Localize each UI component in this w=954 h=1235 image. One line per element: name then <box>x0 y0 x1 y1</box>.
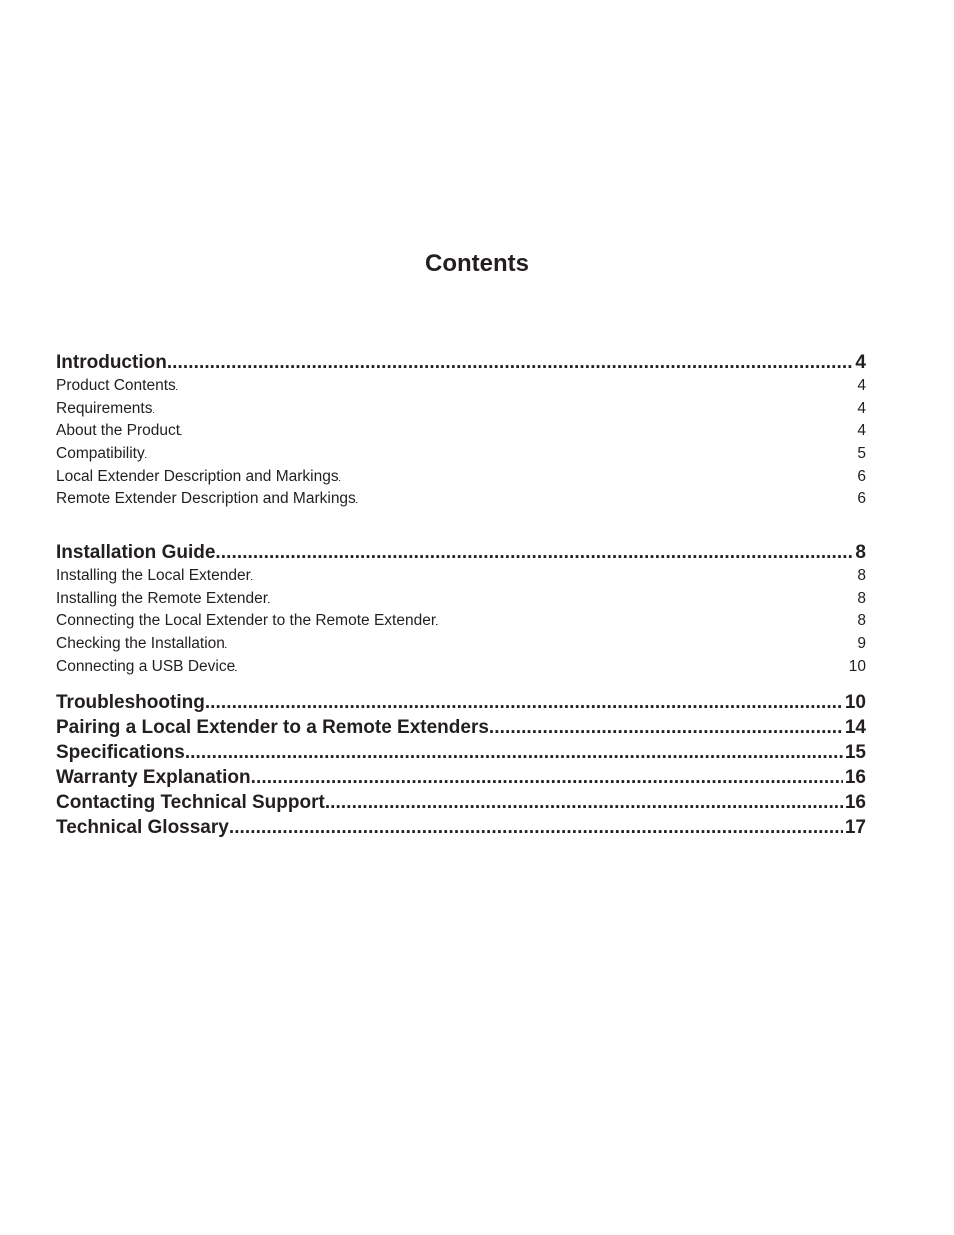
toc-entry-label: Contacting Technical Support <box>56 792 325 813</box>
toc-entry-label: Pairing a Local Extender to a Remote Extenders <box>56 717 489 738</box>
toc-subentry-label: Remote Extender Description and Markings <box>56 490 356 508</box>
dot-leader <box>268 588 855 611</box>
toc-subentry-installing-local-extender[interactable] <box>56 565 866 588</box>
toc-subentry-label: Compatibility <box>56 445 145 463</box>
toc-entry-technical-glossary[interactable] <box>56 815 866 840</box>
toc-subentry-about-the-product[interactable] <box>56 420 866 443</box>
dot-leader <box>205 690 843 715</box>
toc-page-number: 4 <box>857 422 866 440</box>
toc-subentry-label: Connecting the Local Extender to the Remote Extender <box>56 612 436 630</box>
toc-subentry-remote-extender-description[interactable] <box>56 488 866 511</box>
toc-entry-label: Installation Guide <box>56 542 216 563</box>
toc-page-number: 16 <box>844 767 866 788</box>
dot-leader <box>235 656 847 679</box>
dot-leader <box>225 633 855 656</box>
toc-entry-label: Technical Glossary <box>56 817 229 838</box>
page-title: Contents <box>425 250 529 277</box>
toc-page-number: 4 <box>855 352 866 373</box>
toc-subentry-label: Requirements <box>56 399 153 417</box>
toc-entry-installation-guide[interactable] <box>56 540 866 565</box>
toc-page-number: 4 <box>857 377 866 394</box>
toc-subentry-connecting-local-to-remote[interactable] <box>56 610 866 633</box>
dot-leader <box>185 740 843 765</box>
toc-section-installation-guide <box>56 540 866 678</box>
dot-leader <box>180 420 855 443</box>
toc-page-number: 17 <box>844 817 866 838</box>
toc-subentry-requirements[interactable] <box>56 398 866 421</box>
toc-entry-warranty[interactable] <box>56 765 866 790</box>
dot-leader <box>251 765 843 790</box>
toc-page-number: 5 <box>857 445 866 463</box>
toc-subentry-label: Checking the Installation <box>56 635 225 653</box>
dot-leader <box>229 815 843 840</box>
toc-page-number: 4 <box>857 399 866 417</box>
dot-leader <box>167 350 854 375</box>
toc-entry-label: Troubleshooting <box>56 692 205 713</box>
toc-page-number: 10 <box>844 692 866 713</box>
toc-entry-introduction[interactable] <box>56 350 866 375</box>
toc-page-number: 9 <box>857 635 866 653</box>
toc-entry-label: Specifications <box>56 742 185 763</box>
toc-entry-pairing[interactable] <box>56 715 866 740</box>
dot-leader <box>489 715 843 740</box>
toc-entry-label: Introduction <box>56 352 167 373</box>
toc-page-number: 16 <box>844 792 866 813</box>
toc-subentry-label: About the Product <box>56 422 181 440</box>
toc-subentry-installing-remote-extender[interactable] <box>56 588 866 611</box>
dot-leader <box>176 375 856 398</box>
dot-leader <box>153 398 856 421</box>
toc-page-number: 6 <box>857 490 866 508</box>
toc-entry-technical-support[interactable] <box>56 790 866 815</box>
toc-subentry-label: Connecting a USB Device <box>56 657 236 675</box>
toc-page-number: 8 <box>857 612 866 630</box>
toc-subentry-local-extender-description[interactable] <box>56 466 866 489</box>
toc-page-number: 8 <box>857 589 866 607</box>
toc-subentry-checking-installation[interactable] <box>56 633 866 656</box>
toc-subentry-label: Installing the Local Extender <box>56 567 251 584</box>
toc-subentry-compatibility[interactable] <box>56 443 866 466</box>
toc-subentry-label: Product Contents <box>56 377 176 394</box>
toc-page-number: 14 <box>844 717 866 738</box>
toc-page-number: 8 <box>855 542 866 563</box>
toc-entry-specifications[interactable] <box>56 740 866 765</box>
toc-entry-troubleshooting[interactable] <box>56 690 866 715</box>
dot-leader <box>325 790 843 815</box>
dot-leader <box>356 488 856 511</box>
dot-leader <box>145 443 856 466</box>
toc-page-number: 8 <box>857 567 866 584</box>
toc-page-number: 6 <box>857 467 866 485</box>
toc-page-number: 15 <box>844 742 866 763</box>
toc-subentry-connecting-usb-device[interactable] <box>56 656 866 679</box>
toc-entry-label: Warranty Explanation <box>56 767 251 788</box>
toc-section-introduction <box>56 350 866 511</box>
dot-leader <box>215 540 853 565</box>
toc-other-entries <box>56 690 866 840</box>
toc-subentry-product-contents[interactable] <box>56 375 866 398</box>
dot-leader <box>339 466 856 489</box>
toc-page-number: 10 <box>848 657 866 675</box>
dot-leader <box>251 565 856 588</box>
toc-subentry-label: Local Extender Description and Markings <box>56 467 339 485</box>
dot-leader <box>436 610 855 633</box>
toc-subentry-label: Installing the Remote Extender <box>56 589 268 607</box>
